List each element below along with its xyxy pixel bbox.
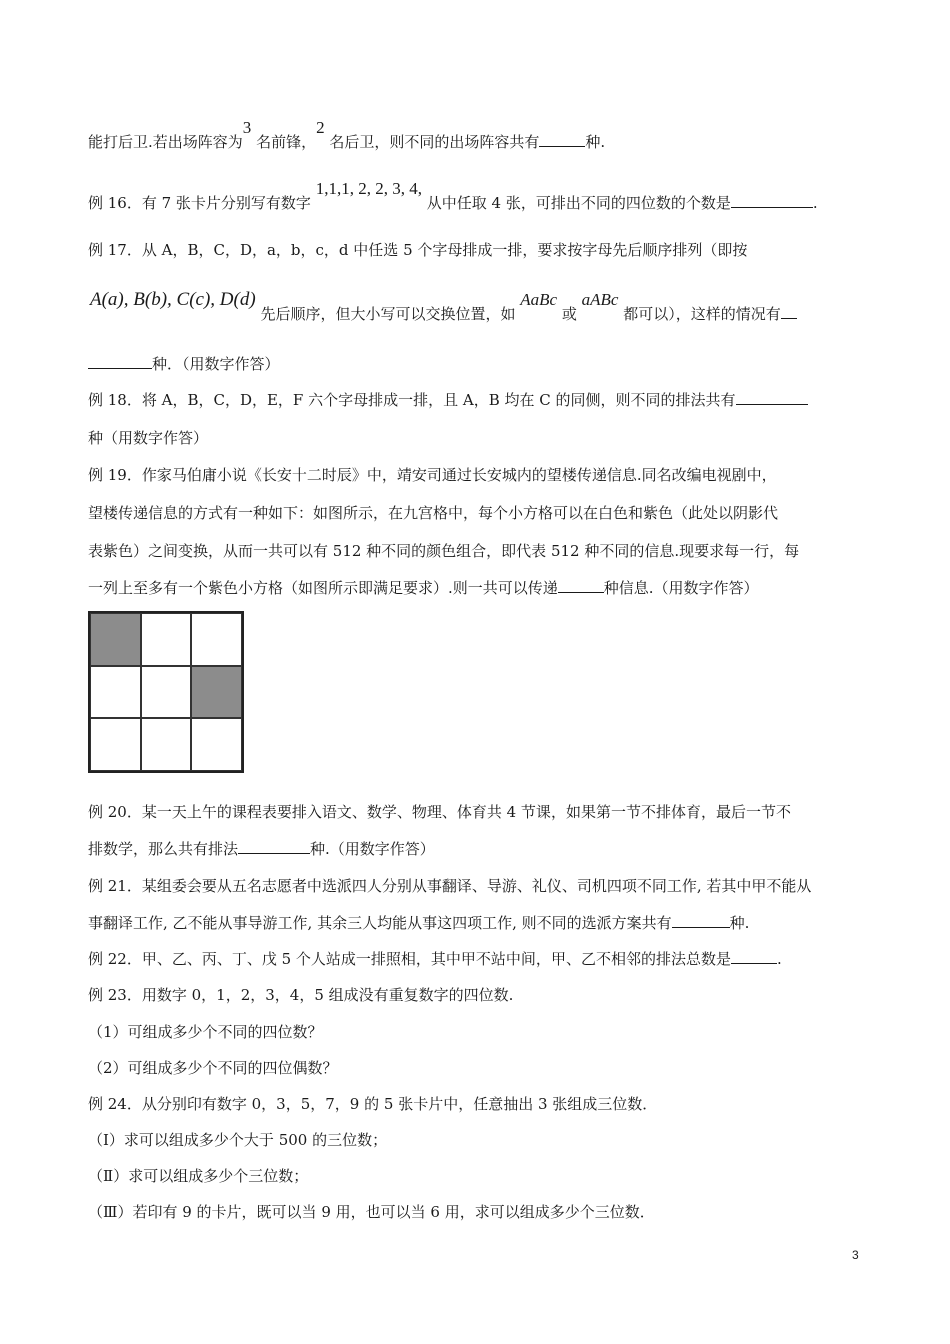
grid-cell — [90, 718, 141, 771]
grid-cell — [191, 718, 242, 771]
grid-cell — [141, 666, 192, 719]
example-19-l4 — [88, 578, 759, 598]
text: （1）可组成多少个不同的四位数？ — [88, 1023, 323, 1041]
answer-blank[interactable] — [88, 354, 152, 369]
text: 表紫色）之间变换，从而一共可以有 512 种不同的颜色组合，即代表 512 种不同的信息.现要求每一行，每 — [88, 542, 800, 560]
example-24-q2 — [88, 1166, 308, 1186]
text: 种.（用数字作答） — [310, 840, 435, 858]
text: 例 21．某组委会要从五名志愿者中选派四人分别从事翻译、导游、礼仪、司机四项不同工作, 若其中甲不能从 — [88, 877, 812, 895]
example-19 — [88, 465, 777, 485]
text: （Ⅱ）求可以组成多少个三位数； — [88, 1167, 309, 1185]
math-number: 3 — [242, 118, 252, 137]
text: . — [776, 950, 782, 968]
text: 事翻译工作, 乙不能从事导游工作, 其余三人均能从事这四项工作, 则不同的选派方案共有 — [88, 914, 672, 932]
answer-blank[interactable] — [539, 132, 585, 147]
text: 种. — [729, 914, 750, 932]
text: 排数学，那么共有排法 — [88, 840, 239, 858]
text: 名前锋， — [256, 133, 317, 151]
example-21-l2 — [88, 913, 749, 933]
answer-blank[interactable] — [731, 949, 777, 964]
grid-cell — [141, 718, 192, 771]
text: 例 20．某一天上午的课程表要排入语文、数学、物理、体育共 4 节课，如果第一节不排体育，最后一节不 — [88, 803, 791, 821]
text: 望楼传递信息的方式有一种如下：如图所示，在九宫格中，每个小方格可以在白色和紫色（此处以阴影代 — [88, 504, 779, 522]
example-21 — [88, 876, 811, 896]
example-17 — [88, 240, 747, 260]
example-18 — [88, 390, 808, 410]
text: 例 18．将 A，B，C，D，E，F 六个字母排成一排，且 A，B 均在 C 的同侧，则不同的排法共有 — [88, 391, 736, 409]
example-23 — [88, 985, 513, 1005]
text: 种. — [585, 133, 606, 151]
answer-blank[interactable] — [558, 578, 604, 593]
text: 例 22．甲、乙、丙、丁、戊 5 个人站成一排照相，其中甲不站中间，甲、乙不相邻的排法总数是 — [88, 950, 731, 968]
example-20-l2 — [88, 839, 435, 859]
example-24 — [88, 1094, 657, 1114]
text: 例 24．从分别印有数字 0，3，5，7，9 的 5 张卡片中，任意抽出 3 张组成三位数． — [88, 1095, 658, 1113]
text: 先后顺序，但大小写可以交换位置，如 — [260, 305, 516, 323]
example-23-q1 — [88, 1022, 323, 1042]
text: 例 17．从 A，B，C，D，a，b，c，d 中任选 5 个字母排成一排，要求按字母先后顺序排列（即按 — [88, 241, 748, 259]
grid-cell-shaded — [191, 666, 242, 719]
text: 从中任取 4 张，可排出不同的四位数的个数是 — [426, 194, 731, 212]
text: （Ⅲ）若印有 9 的卡片，既可以当 9 用，也可以当 6 用，求可以组成多少个三位数． — [88, 1203, 655, 1221]
example-17-cont — [90, 289, 797, 324]
text: 名后卫，则不同的出场阵容共有 — [329, 133, 540, 151]
example-24-q3 — [88, 1202, 655, 1222]
grid-cell — [141, 613, 192, 666]
example-20 — [88, 802, 791, 822]
text: . — [812, 194, 818, 212]
text: （Ⅰ）求可以组成多少个大于 500 的三位数； — [88, 1131, 388, 1149]
text: 例 16．有 7 张卡片分别写有数字 — [88, 194, 311, 212]
answer-blank[interactable] — [781, 304, 797, 319]
example-18-end — [88, 428, 208, 448]
text: 种（用数字作答） — [88, 429, 209, 447]
example-23-q2 — [88, 1058, 338, 1078]
text: 例 23．用数字 0，1，2，3，4，5 组成没有重复数字的四位数. — [88, 986, 514, 1004]
math-expression: 1,1,1, 2, 2, 3, 4, — [315, 179, 422, 198]
text: 能打后卫.若出场阵容为 — [88, 133, 243, 151]
text: 种信息.（用数字作答） — [603, 579, 759, 597]
text: 一列上至多有一个紫色小方格（如图所示即满足要求）.则一共可以传递 — [88, 579, 558, 597]
example-17-end — [88, 354, 280, 374]
line-1 — [88, 118, 606, 152]
example-19-l3 — [88, 541, 799, 561]
math-expression: A(a), B(b), C(c), D(d) — [90, 289, 256, 310]
text: 都可以），这样的情况有 — [623, 305, 781, 323]
text: 例 19．作家马伯庸小说《长安十二时辰》中，靖安司通过长安城内的望楼传递信息.同名改编电视剧中， — [88, 466, 777, 484]
math-number: 2 — [316, 118, 325, 137]
math-expression: aABc — [581, 290, 619, 309]
example-22 — [88, 949, 782, 969]
text: 种．（用数字作答） — [152, 355, 280, 373]
answer-blank[interactable] — [736, 390, 808, 405]
text: 或 — [561, 305, 577, 323]
grid-cell — [191, 613, 242, 666]
example-16 — [88, 179, 818, 213]
grid-cell — [90, 666, 141, 719]
text: （2）可组成多少个不同的四位偶数？ — [88, 1059, 338, 1077]
page-number: 3 — [852, 1248, 859, 1262]
answer-blank[interactable] — [672, 913, 730, 928]
example-24-q1 — [88, 1130, 387, 1150]
grid-cell-shaded — [90, 613, 141, 666]
math-expression: AaBc — [520, 290, 558, 309]
answer-blank[interactable] — [238, 839, 310, 854]
example-19-l2 — [88, 503, 778, 523]
nine-grid-figure — [88, 611, 244, 773]
answer-blank[interactable] — [731, 193, 813, 208]
